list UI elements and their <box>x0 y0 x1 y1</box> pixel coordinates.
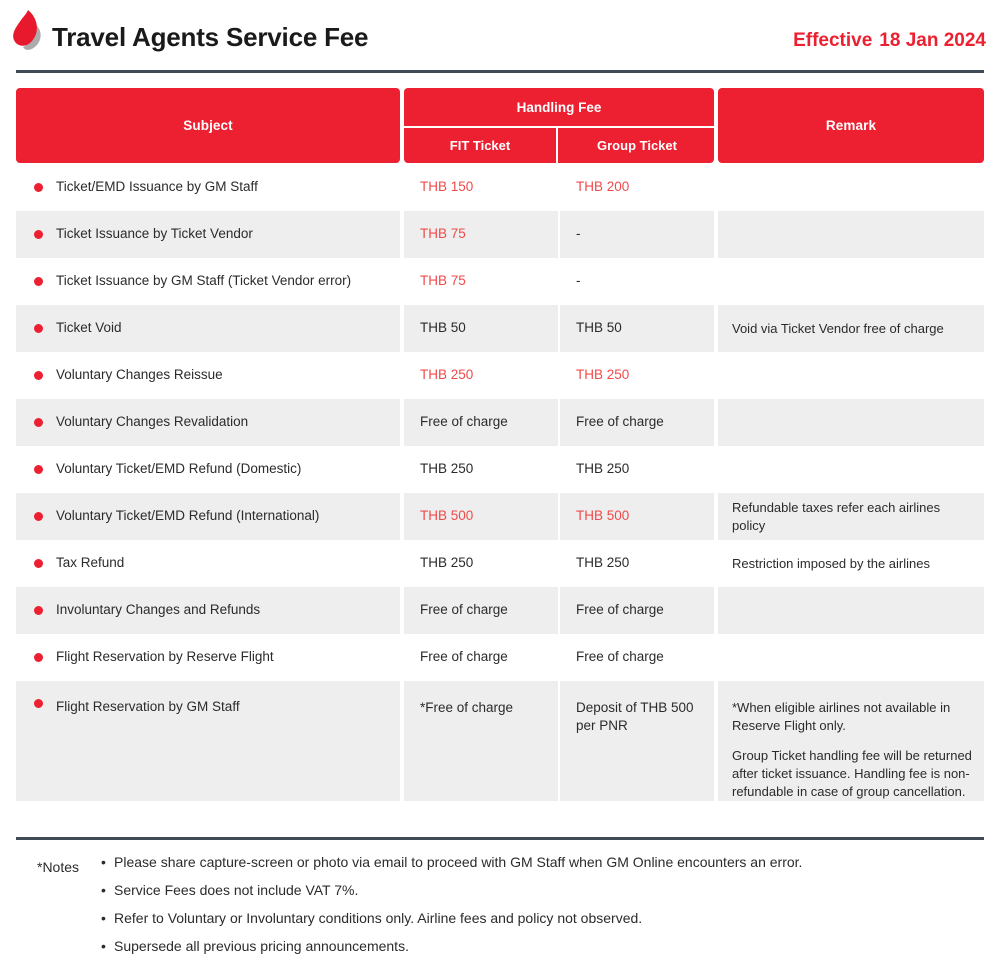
fit-ticket-value: THB 150 <box>420 178 474 194</box>
cell-fit-ticket-fee <box>404 399 558 446</box>
subject-text: Voluntary Ticket/EMD Refund (Domestic) <box>56 461 302 477</box>
cell-subject <box>16 163 400 211</box>
group-ticket-value: Free of charge <box>576 414 664 430</box>
column-header-subject: Subject <box>16 88 400 163</box>
group-ticket-value: THB 250 <box>576 555 630 571</box>
bullet-icon <box>34 653 43 662</box>
cell-fit-ticket-fee <box>404 352 558 399</box>
cell-group-ticket-fee <box>560 493 714 540</box>
cell-fit-ticket-fee <box>404 634 558 681</box>
effective-word: Effective <box>793 30 873 51</box>
bullet-icon <box>34 465 43 474</box>
column-header-group-ticket: Group Ticket <box>597 138 677 153</box>
remark-text <box>732 499 974 535</box>
bullet-icon <box>34 699 43 708</box>
note-item: • Please share capture-screen or photo via email to proceed with GM Staff when GM Online encounters an error. <box>101 855 802 869</box>
subject-text: Ticket/EMD Issuance by GM Staff <box>56 178 258 194</box>
header-divider <box>16 70 984 73</box>
table-row <box>16 681 984 801</box>
remark-text <box>732 699 974 801</box>
cell-group-ticket-fee <box>560 352 714 399</box>
group-ticket-value: - <box>576 226 581 242</box>
cell-subject <box>16 681 400 801</box>
column-header-handling-fee: Handling Fee <box>404 88 714 128</box>
cell-subject <box>16 634 400 681</box>
subject-text: Voluntary Changes Revalidation <box>56 414 249 430</box>
cell-remark <box>718 587 984 634</box>
subject-text: Flight Reservation by Reserve Flight <box>56 649 274 665</box>
cell-remark <box>718 493 984 540</box>
group-ticket-value: Free of charge <box>576 602 664 618</box>
cell-subject <box>16 587 400 634</box>
cell-group-ticket-fee <box>560 305 714 352</box>
cell-remark <box>718 352 984 399</box>
cell-group-ticket-fee <box>560 634 714 681</box>
fit-ticket-value: Free of charge <box>420 602 508 618</box>
cell-remark <box>718 634 984 681</box>
group-ticket-value: THB 200 <box>576 178 630 194</box>
fit-ticket-value: *Free of charge <box>420 700 514 715</box>
cell-group-ticket-fee <box>560 258 714 305</box>
bullet-icon <box>34 512 43 521</box>
table-row <box>16 587 984 634</box>
fit-ticket-value: THB 75 <box>420 273 466 289</box>
fit-ticket-value: THB 50 <box>420 320 466 336</box>
subject-text: Tax Refund <box>56 555 125 571</box>
cell-subject <box>16 446 400 493</box>
fit-ticket-value: THB 250 <box>420 367 474 383</box>
cell-group-ticket-fee <box>560 681 714 801</box>
cell-group-ticket-fee <box>560 399 714 446</box>
cell-subject <box>16 352 400 399</box>
cell-subject <box>16 493 400 540</box>
table-row <box>16 446 984 493</box>
cell-group-ticket-fee <box>560 211 714 258</box>
table-row <box>16 352 984 399</box>
cell-remark <box>718 258 984 305</box>
group-ticket-value: THB 500 <box>576 508 630 524</box>
table-header-row <box>16 88 984 163</box>
cell-fit-ticket-fee <box>404 681 558 801</box>
subject-text: Involuntary Changes and Refunds <box>56 602 261 618</box>
table-row <box>16 211 984 258</box>
cell-remark <box>718 446 984 493</box>
cell-fit-ticket-fee <box>404 446 558 493</box>
table-row <box>16 493 984 540</box>
note-item: • Refer to Voluntary or Involuntary conditions only. Airline fees and policy not observed. <box>101 911 802 925</box>
subject-text: Voluntary Changes Reissue <box>56 367 223 383</box>
bullet-icon <box>34 559 43 568</box>
subject-text: Ticket Issuance by GM Staff (Ticket Vendor error) <box>56 273 352 289</box>
cell-remark <box>718 681 984 801</box>
subject-text: Ticket Void <box>56 320 122 336</box>
table-body <box>16 163 984 801</box>
group-ticket-value: - <box>576 273 581 289</box>
cell-subject <box>16 540 400 587</box>
cell-fit-ticket-fee <box>404 587 558 634</box>
group-ticket-value: THB 250 <box>576 367 630 383</box>
column-header-handling-fee-group <box>404 88 714 163</box>
bullet-icon <box>34 230 43 239</box>
note-item: • Supersede all previous pricing announcements. <box>101 939 802 953</box>
cell-fit-ticket-fee <box>404 258 558 305</box>
cell-fit-ticket-fee <box>404 493 558 540</box>
column-header-fit-ticket: FIT Ticket <box>404 128 558 163</box>
bullet-icon <box>34 418 43 427</box>
table-row <box>16 258 984 305</box>
fit-ticket-value: THB 250 <box>420 555 474 571</box>
remark-paragraph: Void via Ticket Vendor free of charge <box>732 320 944 336</box>
cell-group-ticket-fee <box>560 540 714 587</box>
subject-text: Ticket Issuance by Ticket Vendor <box>56 226 253 242</box>
cell-remark <box>718 305 984 352</box>
effective-date-value: 18 Jan 2024 <box>879 30 986 51</box>
cell-group-ticket-fee <box>560 446 714 493</box>
remark-paragraph: Restriction imposed by the airlines <box>732 555 930 571</box>
cell-group-ticket-fee <box>560 587 714 634</box>
table-row <box>16 399 984 446</box>
table-row <box>16 305 984 352</box>
fit-ticket-value: Free of charge <box>420 414 508 430</box>
fit-ticket-value: THB 250 <box>420 461 474 477</box>
table-row <box>16 540 984 587</box>
cell-fit-ticket-fee <box>404 163 558 211</box>
cell-subject <box>16 211 400 258</box>
group-ticket-value: THB 250 <box>576 461 630 477</box>
remark-paragraph: *When eligible airlines not available in Reserve Flight only. <box>732 700 951 733</box>
service-fee-table <box>16 88 984 801</box>
group-ticket-value: Free of charge <box>576 649 664 665</box>
cell-subject <box>16 399 400 446</box>
remark-paragraph: Refundable taxes refer each airlines policy <box>732 499 941 533</box>
cell-group-ticket-fee <box>560 163 714 211</box>
remark-text <box>732 320 944 338</box>
notes-label: *Notes <box>37 859 80 875</box>
table-row <box>16 163 984 211</box>
bullet-icon <box>34 183 43 192</box>
cell-remark <box>718 399 984 446</box>
teardrop-flame-logo-icon <box>8 8 56 58</box>
group-ticket-value: THB 50 <box>576 320 622 336</box>
column-header-remark: Remark <box>718 88 984 163</box>
subject-text: Flight Reservation by GM Staff <box>56 699 240 714</box>
subject-text: Voluntary Ticket/EMD Refund (International) <box>56 508 320 524</box>
fit-ticket-value: THB 500 <box>420 508 474 524</box>
cell-subject <box>16 305 400 352</box>
page-header <box>0 0 1000 70</box>
cell-fit-ticket-fee <box>404 305 558 352</box>
cell-remark <box>718 540 984 587</box>
remark-paragraph-secondary: Group Ticket handling fee will be returned after ticket issuance. Handling fee is non-refundable in case of group cancellation. <box>732 747 972 799</box>
note-item: • Service Fees does not include VAT 7%. <box>101 883 802 897</box>
footer-divider <box>16 837 984 840</box>
cell-remark <box>718 211 984 258</box>
bullet-icon <box>34 324 43 333</box>
cell-subject <box>16 258 400 305</box>
cell-remark <box>718 163 984 211</box>
cell-fit-ticket-fee <box>404 540 558 587</box>
bullet-icon <box>34 277 43 286</box>
notes-list <box>101 855 802 966</box>
bullet-icon <box>34 606 43 615</box>
page-title: Travel Agents Service Fee <box>52 22 369 52</box>
group-ticket-value: Deposit of THB 500 per PNR <box>576 700 694 734</box>
table-row <box>16 634 984 681</box>
remark-text <box>732 555 930 573</box>
effective-date-label <box>793 30 986 52</box>
fit-ticket-value: THB 75 <box>420 226 466 242</box>
cell-fit-ticket-fee <box>404 211 558 258</box>
fit-ticket-value: Free of charge <box>420 649 508 665</box>
bullet-icon <box>34 371 43 380</box>
